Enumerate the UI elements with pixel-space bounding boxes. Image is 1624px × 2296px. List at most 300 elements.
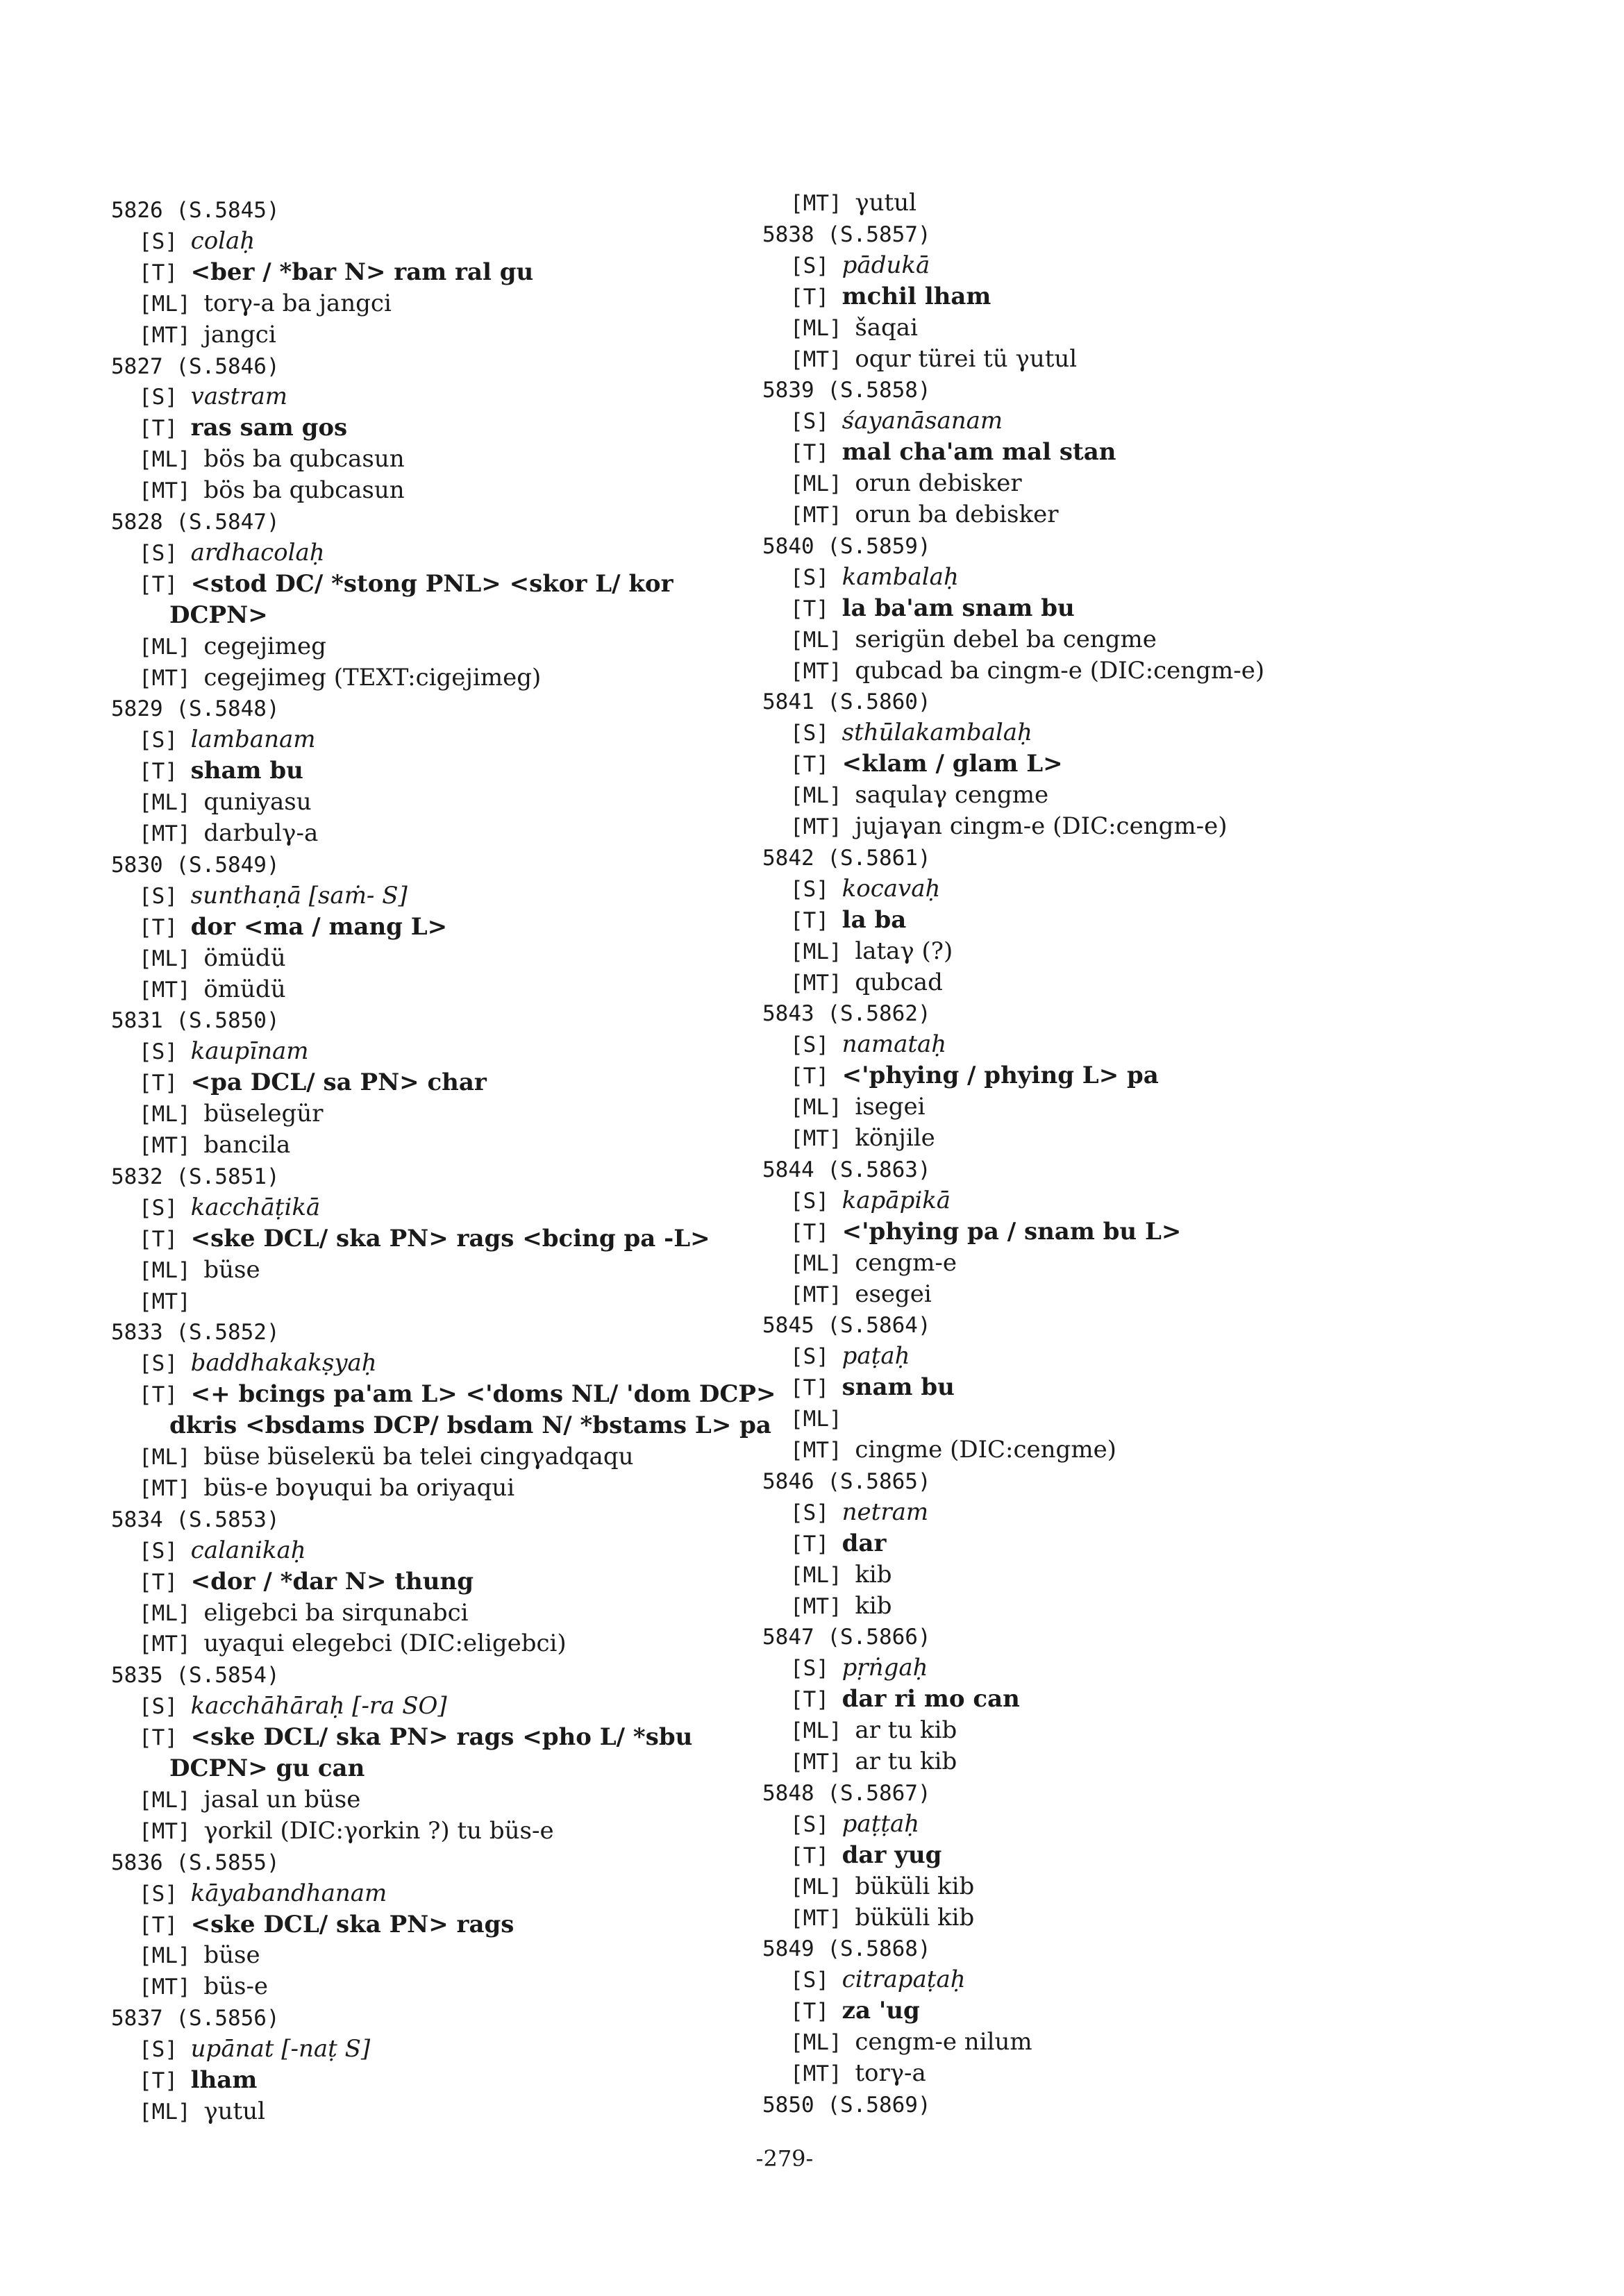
field-tag: [MT] [790, 2061, 855, 2086]
field-tag: [T] [139, 1071, 191, 1096]
field-value: mchil lham [842, 282, 991, 310]
entry-field [790, 1964, 966, 1995]
entry-field [139, 1098, 323, 1130]
field-tag: [S] [139, 2037, 191, 2063]
entry-number-text: 5843 (S.5862) [762, 1001, 931, 1027]
entry-number [111, 194, 280, 226]
entry-field [139, 1379, 776, 1410]
entry-field [139, 631, 326, 662]
entry-number-text: 5836 (S.5855) [111, 1850, 280, 1875]
entry-field [139, 1036, 308, 1067]
field-value: mal cha'am mal stan [842, 438, 1116, 467]
entry-number-text: 5829 (S.5848) [111, 696, 280, 722]
entry-number-text: 5838 (S.5857) [762, 221, 931, 247]
field-tag: [MT] [790, 814, 855, 839]
entry-number [762, 219, 931, 250]
field-tag: [S] [139, 1881, 191, 1907]
entry-number [762, 1309, 931, 1341]
field-tag: [ML] [790, 939, 855, 964]
entry-field [790, 312, 918, 344]
field-tag: [ML] [139, 291, 204, 317]
field-tag: [MT] [139, 1133, 204, 1158]
field-tag: [ML] [139, 790, 204, 816]
entry-field [790, 905, 906, 936]
entry-field [139, 1348, 377, 1379]
field-value: lataγ (?) [855, 937, 953, 965]
field-value: büse büseleкü ba telei cingγadqaqu [203, 1443, 634, 1470]
entry-field [139, 381, 287, 412]
field-tag: [T] [139, 416, 191, 442]
field-value: kocavaḥ [842, 874, 941, 903]
field-tag: [T] [790, 1531, 842, 1557]
field-tag: [S] [790, 1656, 842, 1682]
field-value: uyaqui elegebci (DIC:eligebci) [203, 1629, 567, 1658]
entry-field [790, 1216, 1181, 1248]
entry-field [790, 562, 959, 593]
field-tag: [ML] [790, 1718, 855, 1744]
field-tag: [S] [790, 1968, 842, 1993]
entry-field [790, 1060, 1159, 1091]
entry-number-text: 5840 (S.5859) [762, 533, 931, 559]
field-tag: [S] [139, 1538, 191, 1564]
field-tag: [S] [790, 1811, 842, 1837]
field-value: qubcad [855, 968, 943, 996]
entry-field [790, 873, 940, 905]
entry-number [762, 1777, 931, 1809]
entry-field [139, 257, 533, 288]
field-tag: [ML] [790, 783, 855, 809]
entry-field [139, 2096, 265, 2127]
field-value: darbulγ-a [203, 819, 319, 847]
entry-field [790, 344, 1077, 375]
field-value: kaupīnam [190, 1037, 309, 1066]
field-value: cegejimeg (TEXT:cigejimeg) [203, 663, 542, 692]
entry-field [139, 1691, 447, 1722]
entry-field [790, 811, 1227, 842]
field-tag: [MT] [790, 658, 855, 684]
entry-field [139, 475, 405, 506]
entry-field [790, 1902, 974, 1934]
field-value: namataḥ [842, 1030, 947, 1059]
field-value: <dor / *dar N> thung [190, 1567, 474, 1595]
field-tag: [ML] [139, 1445, 204, 1470]
field-tag: [MT] [790, 1282, 855, 1307]
field-tag: [S] [139, 1351, 191, 1377]
entry-field [790, 1185, 951, 1216]
field-tag: [MT] [790, 1750, 855, 1775]
field-tag: [MT] [139, 665, 204, 691]
entry-field [139, 1130, 290, 1161]
field-tag: [T] [790, 907, 842, 933]
entry-field [790, 1123, 935, 1154]
entry-field [790, 1372, 955, 1403]
field-value: kapāpikā [842, 1186, 951, 1214]
entry-number [111, 1504, 280, 1535]
entry-field [790, 1279, 932, 1310]
field-value: vastram [190, 383, 288, 411]
field-value: paṭaḥ [842, 1342, 910, 1371]
field-tag: [S] [139, 1694, 191, 1720]
continuation-text: DCPN> [169, 601, 268, 629]
field-value: lambanam [190, 726, 316, 754]
field-tag: [T] [139, 2068, 191, 2093]
entry-field [139, 319, 276, 351]
field-value: cengm-e [855, 1248, 957, 1277]
entry-field [139, 569, 673, 600]
field-value: pṛṅgaḥ [842, 1654, 928, 1682]
continuation-text: DCPN> gu can [169, 1754, 365, 1782]
field-tag: [T] [790, 1843, 842, 1868]
entry-field [139, 1535, 306, 1566]
entry-field [790, 1497, 928, 1528]
field-value: esegei [855, 1280, 932, 1308]
field-value: büselegür [203, 1100, 324, 1128]
field-tag: [S] [139, 385, 191, 410]
entry-field [790, 1995, 920, 2027]
entry-field [790, 1715, 957, 1746]
field-tag: [MT] [139, 478, 204, 504]
entry-field [139, 1598, 469, 1629]
field-tag: [S] [790, 564, 842, 590]
entry-field [790, 1652, 928, 1684]
entry-number-text: 5828 (S.5847) [111, 510, 280, 535]
field-value: ömüdü [203, 944, 286, 972]
field-value: kambalaḥ [842, 562, 959, 591]
entry-field [139, 1816, 554, 1847]
field-tag: [S] [790, 1344, 842, 1370]
entry-number [111, 1161, 280, 1192]
field-value: orun ba debisker [855, 501, 1059, 528]
field-value: <ber / *bar N> ram ral gu [190, 258, 534, 286]
entry-continuation [169, 1410, 771, 1441]
field-value: büküli kib [855, 1903, 975, 1932]
field-value: γorkil (DIC:γorkin ?) tu büs-e [203, 1816, 554, 1845]
entry-field [790, 717, 1032, 748]
entry-field [139, 1067, 487, 1098]
field-tag: [MT] [790, 503, 855, 528]
entry-number-text: 5832 (S.5851) [111, 1164, 280, 1189]
entry-field [790, 936, 953, 967]
entry-field [139, 755, 303, 787]
field-value: dar [842, 1529, 887, 1557]
entry-number-text: 5848 (S.5867) [762, 1780, 931, 1806]
field-value: paṭṭaḥ [842, 1809, 920, 1838]
entry-field [139, 1628, 567, 1659]
field-tag: [S] [790, 876, 842, 902]
field-tag: [S] [790, 253, 842, 278]
field-value: cegejimeg [203, 632, 326, 660]
entry-number-text: 5826 (S.5845) [111, 198, 280, 223]
entry-field [139, 662, 541, 694]
field-tag: [T] [790, 1375, 842, 1401]
field-value: upānat [-naṭ S] [190, 2035, 371, 2063]
entry-field [790, 2027, 1032, 2058]
field-value: oqur türei tü γutul [855, 344, 1078, 373]
entry-number [111, 1847, 280, 1878]
entry-field [139, 912, 447, 943]
entry-number [111, 1659, 280, 1691]
entry-field [790, 1029, 946, 1060]
field-value: calanikaḥ [190, 1536, 306, 1564]
field-value: colaḥ [190, 226, 256, 255]
field-tag: [MT] [790, 1438, 855, 1463]
entry-field [790, 1746, 957, 1777]
field-tag: [MT] [139, 322, 204, 348]
field-value: büse [203, 1255, 260, 1284]
field-value: <'phying / phying L> pa [842, 1062, 1159, 1090]
field-value: ar tu kib [855, 1716, 957, 1745]
field-value: büse [203, 1941, 260, 1970]
field-tag: [S] [790, 409, 842, 435]
field-value: γutul [855, 189, 916, 217]
entry-field [790, 1840, 941, 1871]
entry-field [139, 288, 392, 319]
entry-number-text: 5850 (S.5869) [762, 2092, 931, 2118]
entry-field [139, 1784, 360, 1816]
field-value: isegei [855, 1093, 926, 1121]
field-value: jujaγan cingm-e (DIC:cengm-e) [855, 812, 1228, 840]
field-tag: [ML] [790, 627, 855, 653]
entry-field [139, 974, 286, 1005]
field-value: bös ba qubcasun [203, 476, 405, 505]
field-value: pādukā [842, 251, 930, 279]
field-value: ras sam gos [190, 414, 348, 442]
field-tag: [MT] [139, 1818, 204, 1844]
field-value: <ske DCL/ ska PN> rags [190, 1910, 514, 1938]
entry-number [762, 686, 931, 717]
entry-continuation [169, 1753, 365, 1784]
entry-field [139, 787, 312, 818]
entry-number [111, 693, 280, 724]
field-value: büs-e boγuqui ba oriyaqui [203, 1473, 515, 1502]
entry-field [139, 1878, 387, 1909]
field-value: netram [842, 1498, 929, 1526]
field-tag: [S] [139, 1195, 191, 1221]
continuation-text: dkris <bsdams DCP/ bsdam N/ *bstams L> pa [169, 1411, 771, 1440]
entry-number [762, 1466, 931, 1497]
field-value: cingme (DIC:cengme) [855, 1436, 1116, 1464]
field-tag: [T] [139, 260, 191, 285]
field-value: sthūlakambalaḥ [842, 719, 1032, 747]
field-tag: [MT] [790, 1126, 855, 1151]
field-tag: [MT] [790, 1593, 855, 1619]
entry-field [139, 724, 315, 755]
entry-number-text: 5842 (S.5861) [762, 845, 931, 871]
entry-field [790, 2058, 926, 2089]
field-value: torγ-a ba jangci [203, 289, 392, 317]
field-value: kib [855, 1591, 892, 1620]
field-tag: [MT] [139, 1289, 191, 1314]
entry-field [139, 1909, 514, 1941]
entry-field [139, 412, 347, 444]
field-value: <ske DCL/ ska PN> rags <bcing pa -L> [190, 1224, 710, 1252]
field-value: za 'ug [842, 1997, 920, 2025]
entry-number-text: 5841 (S.5860) [762, 689, 931, 715]
field-tag: [S] [139, 228, 191, 254]
entry-field [139, 226, 255, 257]
field-value: qubcad ba cingm-e (DIC:cengm-e) [855, 656, 1265, 685]
entry-number-text: 5845 (S.5864) [762, 1313, 931, 1339]
field-tag: [T] [790, 1999, 842, 2025]
field-value: <'phying pa / snam bu L> [842, 1217, 1182, 1246]
entry-number [111, 2002, 280, 2034]
entry-number [111, 849, 280, 880]
entry-field [790, 1591, 892, 1622]
entry-field [790, 405, 1003, 437]
entry-number [762, 1933, 931, 1964]
field-tag: [MT] [139, 1475, 204, 1501]
entry-continuation [169, 600, 268, 631]
entry-number-text: 5831 (S.5850) [111, 1008, 280, 1034]
field-tag: [MT] [139, 1975, 204, 2000]
field-tag: [T] [139, 1725, 191, 1751]
entry-number-text: 5844 (S.5863) [762, 1157, 931, 1182]
entry-number [762, 374, 931, 405]
field-tag: [ML] [790, 1874, 855, 1900]
field-tag: [S] [139, 883, 191, 909]
field-value: lham [190, 2066, 258, 2094]
field-value: büs-e [203, 1972, 269, 2001]
entry-number-text: 5847 (S.5866) [762, 1625, 931, 1650]
field-value: sunthaṇā [saṁ- S] [190, 881, 408, 910]
field-tag: [S] [790, 1500, 842, 1525]
field-tag: [ML] [139, 1600, 204, 1626]
entry-number-text: 5846 (S.5865) [762, 1468, 931, 1494]
field-value: quniyasu [203, 788, 312, 816]
entry-field [139, 943, 286, 974]
entry-field [139, 818, 318, 849]
field-tag: [ML] [790, 1562, 855, 1588]
entry-field [790, 1091, 926, 1123]
field-value: dar ri mo can [842, 1685, 1020, 1713]
entry-field [139, 537, 325, 569]
field-value: eligebci ba sirqunabci [203, 1598, 469, 1627]
field-value: jangci [203, 320, 276, 349]
field-tag: [T] [139, 1382, 191, 1408]
entry-field [790, 437, 1116, 468]
entry-field [139, 880, 408, 912]
entry-field [790, 1559, 892, 1591]
entry-number [762, 998, 931, 1029]
field-value: ar tu kib [855, 1748, 957, 1775]
field-tag: [T] [139, 1569, 191, 1595]
field-value: orun debisker [855, 469, 1022, 498]
entry-field [139, 1223, 710, 1255]
field-value: sham bu [190, 757, 303, 785]
entry-number-text: 5839 (S.5858) [762, 378, 931, 403]
field-value: šaqai [855, 313, 918, 342]
field-tag: [T] [139, 1912, 191, 1938]
entry-field [139, 1566, 474, 1598]
entry-field [139, 1971, 268, 2002]
field-tag: [MT] [790, 346, 855, 372]
entry-number [111, 1316, 280, 1348]
entry-field [790, 748, 1063, 780]
field-tag: [T] [790, 1219, 842, 1245]
entry-number-text: 5837 (S.5856) [111, 2006, 280, 2031]
entry-field [139, 1255, 260, 1286]
entry-number [762, 1621, 931, 1652]
entry-number [762, 530, 931, 562]
entry-field [139, 2065, 257, 2096]
field-tag: [MT] [139, 821, 204, 846]
field-value: bös ba qubcasun [203, 445, 405, 474]
field-value: citrapaṭaḥ [842, 1966, 966, 1994]
entry-number [111, 506, 280, 537]
field-tag: [ML] [790, 315, 855, 341]
entry-field [790, 1248, 957, 1279]
field-tag: [ML] [790, 1407, 842, 1432]
entry-number [111, 1005, 280, 1036]
entry-field [790, 1684, 1020, 1715]
entry-field [139, 1286, 191, 1317]
entry-field [139, 444, 405, 475]
field-tag: [MT] [790, 1905, 855, 1931]
field-value: γutul [203, 2097, 265, 2125]
field-tag: [S] [139, 540, 191, 566]
entry-field [790, 281, 991, 312]
field-value: kacchāhāraḥ [-ra SO] [190, 1692, 447, 1720]
field-tag: [T] [139, 914, 191, 940]
field-value: cengm-e nilum [855, 2028, 1032, 2056]
entry-field [790, 1434, 1116, 1466]
entry-number [111, 351, 280, 382]
entry-number-text: 5834 (S.5853) [111, 1507, 280, 1532]
entry-number [762, 1154, 931, 1185]
field-tag: [ML] [139, 2099, 204, 2125]
page-number: -279- [755, 2145, 814, 2172]
field-tag: [S] [790, 721, 842, 746]
entry-field [790, 1403, 842, 1434]
entry-field [139, 1441, 633, 1473]
entry-field [790, 967, 943, 998]
field-tag: [T] [139, 759, 191, 785]
field-value: kacchāṭikā [190, 1193, 321, 1221]
field-tag: [MT] [790, 191, 855, 216]
field-tag: [T] [790, 1687, 842, 1713]
field-value: saqulaγ cengme [855, 781, 1049, 810]
field-value: torγ-a [855, 2059, 926, 2087]
entry-number-text: 5830 (S.5849) [111, 852, 280, 878]
field-value: la ba [842, 905, 907, 934]
field-tag: [T] [790, 440, 842, 466]
field-tag: [T] [790, 1064, 842, 1089]
field-tag: [S] [790, 1032, 842, 1058]
entry-field [790, 1341, 910, 1372]
field-tag: [MT] [790, 970, 855, 996]
entry-field [790, 250, 930, 281]
entry-field [790, 468, 1022, 499]
field-value: bancila [203, 1131, 291, 1159]
entry-field [790, 624, 1157, 655]
field-value: <ske DCL/ ska PN> rags <pho L/ *sbu [190, 1723, 693, 1752]
field-tag: [ML] [790, 471, 855, 497]
field-value: kib [855, 1560, 892, 1589]
field-value: ardhacolaḥ [190, 538, 325, 567]
field-tag: [ML] [139, 1102, 204, 1128]
field-value: könjile [855, 1124, 935, 1152]
field-value: <pa DCL/ sa PN> char [190, 1069, 487, 1097]
field-value: la ba'am snam bu [842, 594, 1075, 622]
field-value: jasal un büse [203, 1785, 361, 1813]
entry-field [790, 499, 1058, 530]
entry-field [139, 1722, 692, 1753]
field-value: dor <ma / mang L> [190, 912, 448, 941]
field-tag: [MT] [139, 977, 204, 1003]
entry-number-text: 5849 (S.5868) [762, 1936, 931, 1962]
entry-number [762, 2089, 931, 2120]
entry-field [790, 187, 916, 219]
